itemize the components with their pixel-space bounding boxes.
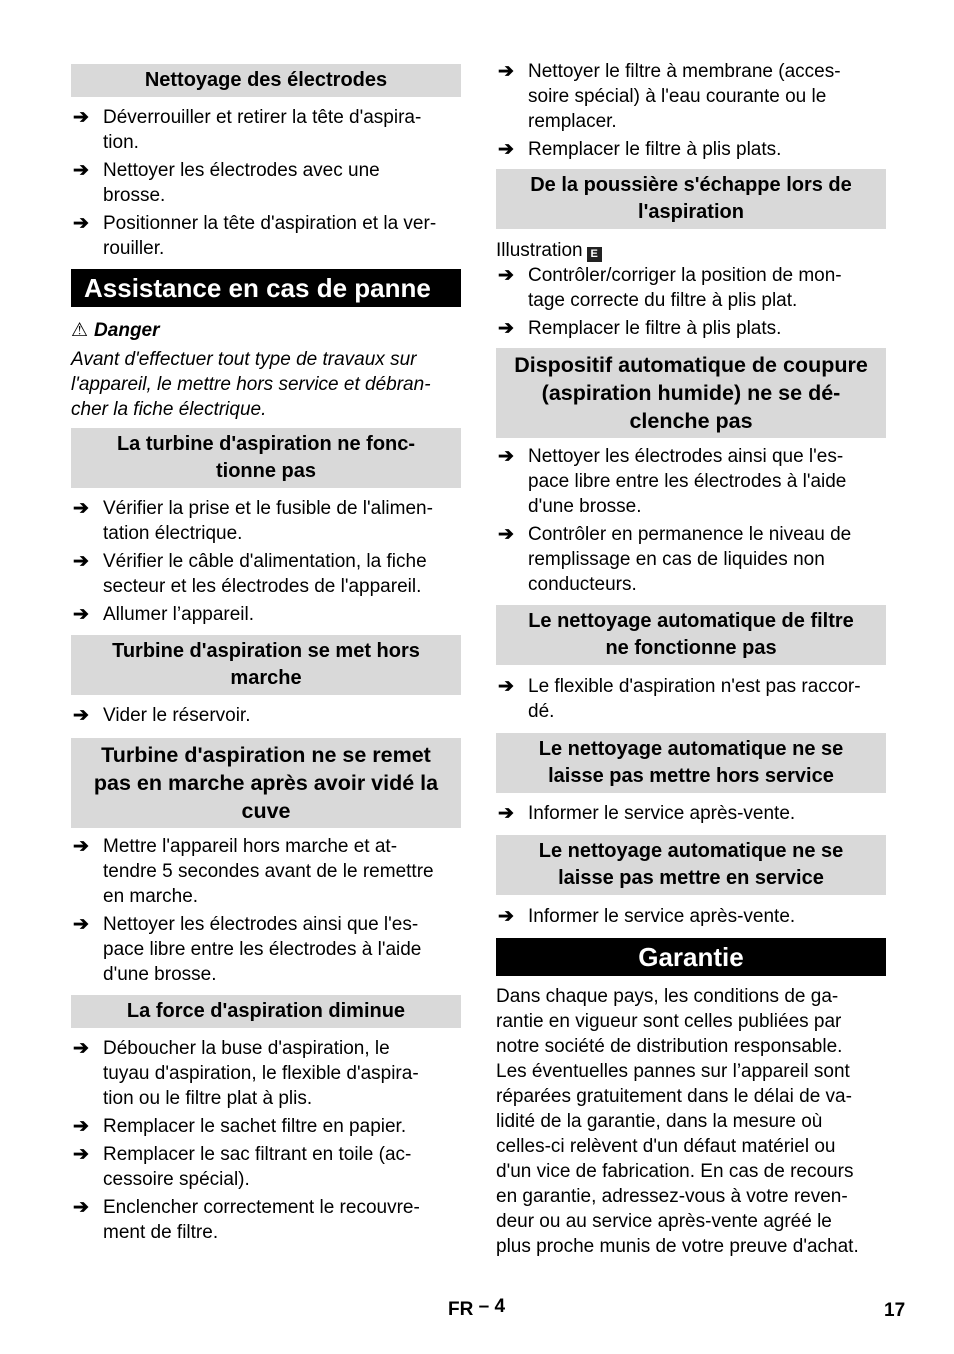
arrow-right-icon: ➔ xyxy=(73,836,89,857)
list-item-text: Remplacer le sachet filtre en papier. xyxy=(103,1116,407,1137)
section-heading: Turbine d'aspiration se met hors marche xyxy=(71,635,461,695)
arrow-right-icon: ➔ xyxy=(73,914,89,935)
list-item-text: Informer le service après-vente. xyxy=(528,906,796,927)
danger-paragraph: Avant d'effectuer tout type de travaux sur l'appareil, le mettre hors service et débran- cher la fiche électrique. xyxy=(71,349,431,420)
footer-language: FR xyxy=(448,1299,474,1320)
arrow-right-icon: ➔ xyxy=(73,1038,89,1059)
list-item xyxy=(71,1195,461,1245)
arrow-right-icon: ➔ xyxy=(73,213,89,234)
bullet-list xyxy=(71,496,461,627)
list-item xyxy=(71,703,461,728)
list-item xyxy=(71,1036,461,1111)
list-item-text: Contrôler en permanence le niveau de remplissage en cas de liquides non conducteurs. xyxy=(528,524,852,595)
bullet-list xyxy=(496,59,886,162)
list-item xyxy=(71,549,461,599)
chapter-title: Assistance en cas de panne xyxy=(71,269,461,307)
arrow-right-icon: ➔ xyxy=(498,265,514,286)
list-item xyxy=(71,602,461,627)
list-item xyxy=(71,158,461,208)
list-item xyxy=(496,263,886,313)
danger-text: Danger xyxy=(94,320,160,341)
list-item xyxy=(71,834,461,909)
list-item xyxy=(71,496,461,546)
list-item-text: Nettoyer les électrodes ainsi que l'es- pace libre entre les électrodes à l'aide d'une brosse. xyxy=(528,446,847,517)
list-item xyxy=(71,912,461,987)
arrow-right-icon: ➔ xyxy=(498,318,514,339)
list-item xyxy=(71,105,461,155)
bullet-list xyxy=(496,904,886,929)
list-item-text: Nettoyer les électrodes ainsi que l'es- pace libre entre les électrodes à l'aide d'une brosse. xyxy=(103,914,422,985)
arrow-right-icon: ➔ xyxy=(73,160,89,181)
arrow-right-icon: ➔ xyxy=(73,551,89,572)
section-heading: Dispositif automatique de coupure (aspiration humide) ne se dé- clenche pas xyxy=(496,348,886,438)
list-item-text: Nettoyer les électrodes avec une brosse. xyxy=(103,160,380,206)
list-item-text: Déboucher la buse d'aspiration, le tuyau d'aspiration, le flexible d'aspira- tion ou le filtre plat à plis. xyxy=(103,1038,419,1109)
section-heading: Turbine d'aspiration ne se remet pas en marche après avoir vidé la cuve xyxy=(71,738,461,828)
list-item-text: Remplacer le filtre à plis plats. xyxy=(528,139,782,160)
illustration-ref xyxy=(496,238,886,263)
arrow-right-icon: ➔ xyxy=(498,803,514,824)
arrow-right-icon: ➔ xyxy=(73,705,89,726)
list-item-text: Vérifier la prise et le fusible de l'alimen- tation électrique. xyxy=(103,498,433,544)
arrow-right-icon: ➔ xyxy=(73,498,89,519)
footer-page-ref: – 4 xyxy=(478,1296,506,1317)
bullet-list xyxy=(71,1036,461,1245)
section-heading: La turbine d'aspiration ne fonc- tionne pas xyxy=(71,428,461,488)
list-item xyxy=(496,444,886,519)
list-item xyxy=(496,904,886,929)
list-item-text: Nettoyer le filtre à membrane (acces- soire spécial) à l'eau courante ou le remplacer. xyxy=(528,61,841,132)
list-item xyxy=(496,674,886,724)
list-item-text: Allumer l’appareil. xyxy=(103,604,255,625)
illustration-label: Illustration xyxy=(496,240,583,261)
list-item-text: Contrôler/corriger la position de mon- tage correcte du filtre à plis plat. xyxy=(528,265,842,311)
arrow-right-icon: ➔ xyxy=(498,524,514,545)
list-item xyxy=(71,211,461,261)
list-item-text: Déverrouiller et retirer la tête d'aspira- tion. xyxy=(103,107,422,153)
bullet-list xyxy=(71,834,461,987)
arrow-right-icon: ➔ xyxy=(73,1116,89,1137)
arrow-right-icon: ➔ xyxy=(498,446,514,467)
list-item-text: Informer le service après-vente. xyxy=(528,803,796,824)
bullet-list xyxy=(71,703,461,728)
arrow-right-icon: ➔ xyxy=(498,676,514,697)
section-heading: Le nettoyage automatique de filtre ne fonctionne pas xyxy=(496,605,886,665)
arrow-right-icon: ➔ xyxy=(73,1144,89,1165)
warranty-paragraph: Dans chaque pays, les conditions de ga- rantie en vigueur sont celles publiées par notre société de distribution responsable. Les éventuelles pannes sur l’appareil sont réparées gratuitement dans le délai de va- lidité de la garantie, dans la mesure où celles-ci relèvent d'un défaut matériel ou d'un vice de fabrication. En cas de recours en garantie, adressez-vous à votre reven- deur ou au service après-vente agréé le plus proche munis de votre preuve d'achat. xyxy=(496,986,859,1257)
list-item xyxy=(71,1142,461,1192)
list-item xyxy=(496,137,886,162)
list-item xyxy=(496,522,886,597)
warning-triangle-icon: ⚠ xyxy=(71,320,89,341)
list-item-text: Vider le réservoir. xyxy=(103,705,251,726)
bullet-list xyxy=(496,674,886,724)
list-item xyxy=(496,316,886,341)
arrow-right-icon: ➔ xyxy=(73,1197,89,1218)
page-number: 17 xyxy=(884,1300,906,1321)
list-item xyxy=(496,801,886,826)
chapter-title: Garantie xyxy=(496,938,886,976)
section-heading: La force d'aspiration diminue xyxy=(71,995,461,1028)
bullet-list xyxy=(71,105,461,261)
section-heading: De la poussière s'échappe lors de l'aspiration xyxy=(496,169,886,229)
danger-label xyxy=(71,318,461,343)
bullet-list xyxy=(496,801,886,826)
arrow-right-icon: ➔ xyxy=(498,139,514,160)
illustration-letter-icon: E xyxy=(587,247,602,262)
arrow-right-icon: ➔ xyxy=(73,604,89,625)
section-heading: Nettoyage des électrodes xyxy=(71,64,461,97)
list-item-text: Enclencher correctement le recouvre- ment de filtre. xyxy=(103,1197,420,1243)
list-item-text: Vérifier le câble d'alimentation, la fiche secteur et les électrodes de l'appareil. xyxy=(103,551,427,597)
section-heading: Le nettoyage automatique ne se laisse pas mettre en service xyxy=(496,835,886,895)
list-item-text: Le flexible d'aspiration n'est pas raccor- dé. xyxy=(528,676,861,722)
arrow-right-icon: ➔ xyxy=(498,906,514,927)
list-item-text: Positionner la tête d'aspiration et la ver- rouiller. xyxy=(103,213,437,259)
bullet-list xyxy=(496,263,886,341)
arrow-right-icon: ➔ xyxy=(498,61,514,82)
list-item-text: Mettre l'appareil hors marche et at- tendre 5 secondes avant de le remettre en marche. xyxy=(103,836,434,907)
list-item xyxy=(496,59,886,134)
bullet-list xyxy=(496,444,886,597)
section-heading: Le nettoyage automatique ne se laisse pas mettre hors service xyxy=(496,733,886,793)
list-item-text: Remplacer le sac filtrant en toile (ac- cessoire spécial). xyxy=(103,1144,412,1190)
arrow-right-icon: ➔ xyxy=(73,107,89,128)
page-footer xyxy=(448,1297,505,1322)
list-item xyxy=(71,1114,461,1139)
list-item-text: Remplacer le filtre à plis plats. xyxy=(528,318,782,339)
